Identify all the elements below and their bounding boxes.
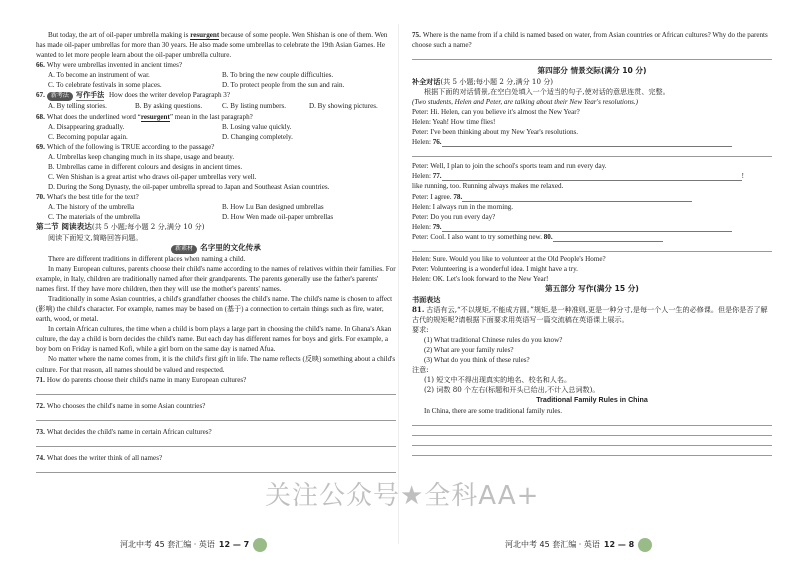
dialog-line-78: Peter: I agree. 78. xyxy=(412,192,772,202)
question-66: 66. Why were umbrellas invented in ancient times? xyxy=(36,61,183,70)
options-67: A. By telling stories. B. By asking questions. C. By listing numbers. D. By showing pictures. xyxy=(48,102,378,111)
dialog-line-80: Peter: Cool. I also want to try something new. 80. xyxy=(412,232,772,242)
notes-label: 注意: xyxy=(412,365,429,375)
dialog-line: Peter: I've been thinking about my New Year's resolutions. xyxy=(412,128,579,137)
blank-78[interactable] xyxy=(462,193,692,202)
note: (2) 词数 80 个左右(标题和开头已给出,不计入总词数)。 xyxy=(424,385,600,395)
paragraph: In many European cultures, parents choose their child's name according to the names of relatives within their families. For example, in Italy, children are traditionally named after their grandparents. The parents generally use the father's parents' names first. If they have more children, then they will use the mother's parents' names. xyxy=(36,264,396,293)
left-page xyxy=(36,30,396,473)
essay-line[interactable] xyxy=(412,445,772,446)
dialog-line-79: Helen: 79. xyxy=(412,222,772,232)
essay-line[interactable] xyxy=(412,425,772,426)
options-68: A. Disappearing gradually. B. Losing value quickly. C. Becoming popular again. D. Changing completely. xyxy=(48,122,293,141)
paragraph: No matter where the name comes from, it is the child's first gift in life. The name reflects (反映) something about a child's culture. For that reason, all names should be valued and respected. xyxy=(36,355,396,374)
left-footer: 河北中考 45 套汇编 · 英语 12 — 7 xyxy=(120,538,267,552)
part5-title: 第五部分 写作(满分 15 分) xyxy=(545,284,639,294)
watermark: 关注公众号★全科AA+ xyxy=(265,481,540,511)
question-70: 70. What's the best title for the text? xyxy=(36,193,139,201)
question-74: 74. What does the writer think of all names? xyxy=(36,453,163,462)
dialog-line: Helen: Sure. Would you like to volunteer at the Old People's Home? xyxy=(412,254,606,263)
new-material-tag: 新素材 xyxy=(171,245,197,254)
question-71: 71. How do parents choose their child's name in many European cultures? xyxy=(36,375,247,384)
options-66: A. To become an instrument of war. B. To bring the new couple difficulties. C. To celebrate festivals in some places. D. To protect people from the sun and rain. xyxy=(48,71,345,90)
dialog-line: Peter: Volunteering is a wonderful idea. I might have a try. xyxy=(412,264,578,273)
right-page xyxy=(412,30,772,456)
dialog-line: like running, too. Running always makes me relaxed. xyxy=(412,182,564,191)
blank-77[interactable] xyxy=(442,172,742,181)
section2-heading: 第二节 阅读表达(共 5 小题;每小题 2 分,满分 10 分) xyxy=(36,222,205,232)
requirement: (1) What traditional Chinese rules do you know? xyxy=(424,336,563,345)
new-method-tag: 新考法 xyxy=(47,92,73,101)
page-divider xyxy=(398,24,399,544)
dialog-line: Helen: I always run in the morning. xyxy=(412,202,514,211)
paragraph: Traditionally in some Asian countries, a child's grandfather chooses the child's name. The child's name is chosen to affect (影响) the child's character. For example, names may be based on (基于) a connection to certain things such as fire, water, earth, wood, or metal. xyxy=(36,295,393,324)
requirement: (2) What are your family rules? xyxy=(424,346,514,355)
part4-title: 第四部分 情景交际(满分 10 分) xyxy=(537,66,647,76)
paragraph: There are different traditions in different places when naming a child. xyxy=(48,254,246,263)
blank-79[interactable] xyxy=(442,223,732,232)
passage-title: 新素材 名字里的文化传承 xyxy=(36,243,396,254)
requirement: (3) What do you think of these rules? xyxy=(424,356,530,365)
part4-scene: (Two students, Helen and Peter, are talking about their New Year's resolutions.) xyxy=(412,98,639,107)
question-72: 72. Who chooses the child's name in some Asian countries? xyxy=(36,401,206,410)
dialog-line: Helen: OK. Let's look forward to the New Year! xyxy=(412,274,549,283)
requirements-label: 要求: xyxy=(412,325,429,334)
section2-instruction: 阅读下面短文,简略回答问题。 xyxy=(48,232,143,242)
essay-line[interactable] xyxy=(412,455,772,456)
blank-80[interactable] xyxy=(553,233,663,242)
publisher-logo-icon xyxy=(253,538,267,552)
dialog-line-77: Helen: 77. ! xyxy=(412,172,744,181)
note: (1) 短文中不得出现真实的地名、校名和人名。 xyxy=(424,375,572,385)
options-69: A. Umbrellas keep changing much in its shape, usage and beauty. B. Umbrellas came in different colours and designs in ancient times. C. Wen Shishan is a great artist who draws oil-paper umbrellas very well. D. During the Song Dynasty, the oil-paper umbrella spread to Japan and Southeast Asian countries. xyxy=(48,152,330,191)
dialog-line: Helen: Yeah! How time flies! xyxy=(412,118,496,127)
question-67: 67. 新考法 写作手法 How does the writer develop Paragraph 3? xyxy=(36,90,396,101)
part4-instruction: 根据下面的对话情景,在空白处填入一个适当的句子,使对话的意思连贯、完整。 xyxy=(424,86,670,96)
publisher-logo-icon xyxy=(638,538,652,552)
dialog-line-76: Helen: 76. xyxy=(412,137,772,147)
essay-title: Traditional Family Rules in China xyxy=(536,396,648,405)
essay-start: In China, there are some traditional family rules. xyxy=(424,406,563,415)
part5-subheading: 书面表达 xyxy=(412,294,441,304)
paragraph: In certain African cultures, the time when a child is born plays a large part in choosing the child's name. In Ghana's Akan culture, the day a child is born decides the child's name. But each day has different names for boys and girls. For example, a boy born on Friday is named Kofi, while a girl born on the same day is named Afua. xyxy=(36,325,392,354)
answer-line-74[interactable] xyxy=(36,472,396,473)
dialog-line: Peter: Do you run every day? xyxy=(412,212,496,221)
dialog-line: Peter: Well, I plan to join the school's sports team and run every day. xyxy=(412,162,607,171)
dialog-line: Peter: Hi. Helen, can you believe it's almost the New Year? xyxy=(412,108,580,117)
part4-subheading: 补全对话(共 5 小题;每小题 2 分,满分 10 分) xyxy=(412,76,554,86)
question-75: 75. Where is the name from if a child is named based on water, from Asian countries or African cultures? Why do the parents choose such a name? xyxy=(412,31,768,50)
question-73: 73. What decides the child's name in certain African cultures? xyxy=(36,427,212,436)
options-70: A. The history of the umbrella B. How Lu Ban designed umbrellas C. The materials of the umbrella D. How Wen made oil-paper umbrellas xyxy=(48,203,334,222)
question-81: 81. 古语有云,“不以规矩,不能成方圆。”规矩,是一种准则,更是一种分寸,是每一个人一生的必修课。但是你是否了解古代的规矩呢?请根据下面要求用英语写一篇交流稿在英语课上展示。 xyxy=(412,304,768,324)
blank-76[interactable] xyxy=(442,138,732,147)
essay-line[interactable] xyxy=(412,435,772,436)
passage-tail: But today, the art of oil-paper umbrella making is resurgent because of some people. Wen Shishan is one of them. Wen has made oil-paper umbrellas for more than 30 years. He also made some umbrellas to celebrate the 19th Asian Games. He wanted to let more people learn about the oil-paper umbrella culture. xyxy=(36,31,388,60)
question-68: 68. What does the underlined word “resurgent” mean in the last paragraph? xyxy=(36,112,253,121)
question-69: 69. Which of the following is TRUE according to the passage? xyxy=(36,142,215,151)
right-footer: 河北中考 45 套汇编 · 英语 12 — 8 xyxy=(505,538,652,552)
